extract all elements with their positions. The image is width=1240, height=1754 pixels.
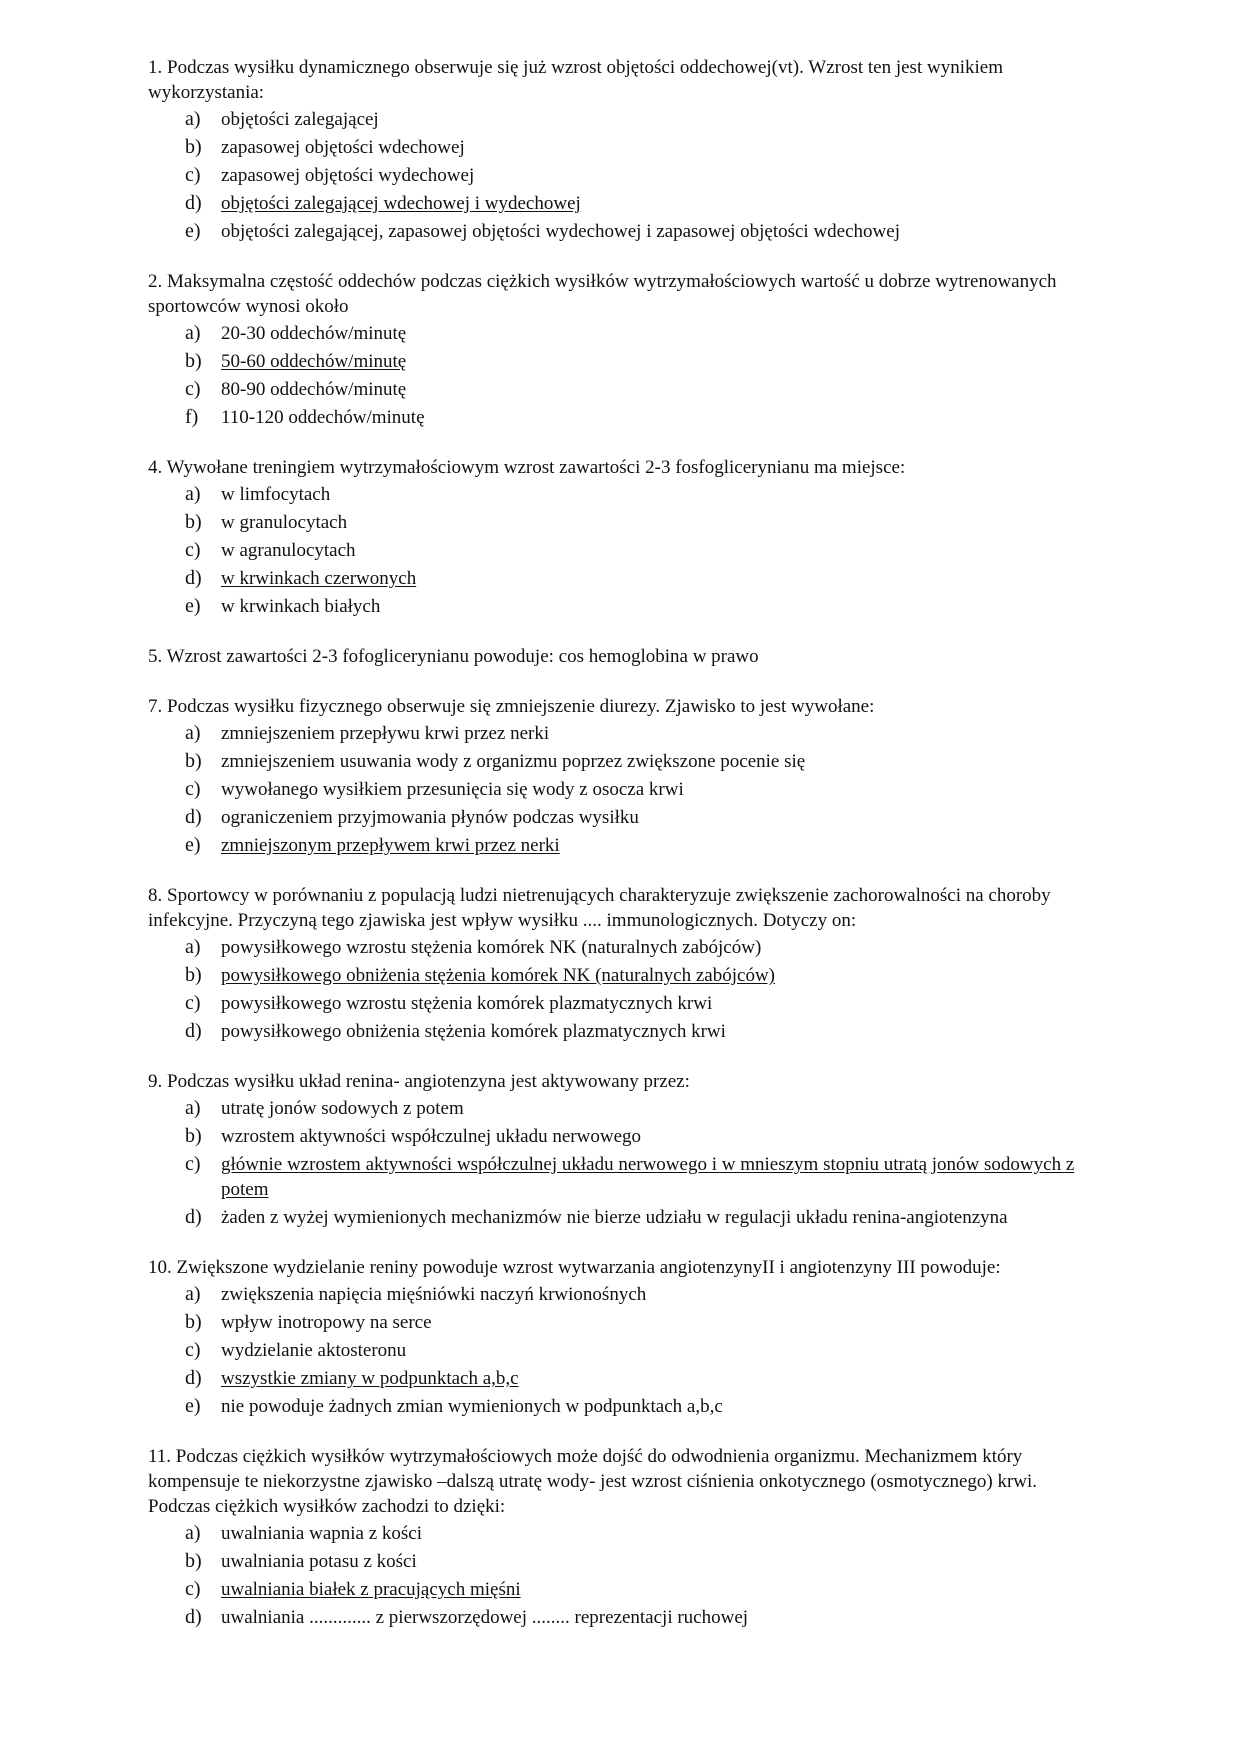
answer-option <box>185 721 1098 746</box>
answer-option <box>185 377 1098 402</box>
answer-option <box>185 163 1098 188</box>
answer-options <box>148 482 1098 619</box>
answer-option <box>185 777 1098 802</box>
answer-option <box>185 107 1098 132</box>
answer-options <box>148 1096 1098 1230</box>
answer-option <box>185 935 1098 960</box>
answer-option <box>185 405 1098 430</box>
answer-option <box>185 805 1098 830</box>
option-letter: b) <box>185 1550 202 1572</box>
option-text: zapasowej objętości wydechowej <box>221 165 475 186</box>
answer-option <box>185 749 1098 774</box>
answer-option <box>185 1310 1098 1335</box>
option-text: wydzielanie aktosteronu <box>221 1340 407 1361</box>
option-letter: b) <box>185 964 202 986</box>
answer-option <box>185 1019 1098 1044</box>
answer-options <box>148 935 1098 1044</box>
option-text: uwalniania wapnia z kości <box>221 1523 423 1544</box>
answer-option-correct <box>185 1577 1098 1602</box>
answer-option <box>185 1282 1098 1307</box>
answer-option <box>185 1394 1098 1419</box>
question-block <box>148 1444 1098 1630</box>
question-stem: 1. Podczas wysiłku dynamicznego obserwuje się już wzrost objętości oddechowej(vt). Wzrost ten jest wynikiem wykorzystania: <box>148 57 1003 103</box>
option-text: nie powoduje żadnych zmian wymienionych w podpunktach a,b,c <box>221 1396 723 1417</box>
answer-option-correct <box>185 566 1098 591</box>
option-letter: d) <box>185 1367 202 1389</box>
option-text: objętości zalegającej <box>221 109 379 130</box>
option-text: w limfocytach <box>221 484 331 505</box>
option-letter: a) <box>185 322 201 344</box>
answer-option <box>185 1205 1098 1230</box>
option-text: zmniejszeniem usuwania wody z organizmu poprzez zwiększone pocenie się <box>221 751 806 772</box>
option-text: powysiłkowego obniżenia stężenia komórek plazmatycznych krwi <box>221 1021 726 1042</box>
option-text: powysiłkowego wzrostu stężenia komórek NK (naturalnych zabójców) <box>221 937 762 958</box>
question-block <box>148 1255 1098 1419</box>
answer-option <box>185 1096 1098 1121</box>
option-text: wywołanego wysiłkiem przesunięcia się wody z osocza krwi <box>221 779 684 800</box>
question-stem: 5. Wzrost zawartości 2-3 fofoglicerynianu powoduje: cos hemoglobina w prawo <box>148 646 759 667</box>
option-text: zmniejszeniem przepływu krwi przez nerki <box>221 723 550 744</box>
answer-option-correct <box>185 833 1098 858</box>
option-letter: a) <box>185 108 201 130</box>
option-letter: d) <box>185 1020 202 1042</box>
answer-options <box>148 321 1098 430</box>
option-letter: b) <box>185 750 202 772</box>
option-text: wszystkie zmiany w podpunktach a,b,c <box>221 1368 519 1389</box>
option-letter: b) <box>185 511 202 533</box>
option-text: powysiłkowego wzrostu stężenia komórek plazmatycznych krwi <box>221 993 713 1014</box>
question-block <box>148 883 1098 1044</box>
answer-option <box>185 594 1098 619</box>
answer-option <box>185 510 1098 535</box>
answer-options <box>148 1521 1098 1630</box>
answer-options <box>148 1282 1098 1419</box>
option-text: 20-30 oddechów/minutę <box>221 323 407 344</box>
option-letter: c) <box>185 539 201 561</box>
option-letter: c) <box>185 378 201 400</box>
option-text: w granulocytach <box>221 512 348 533</box>
question-stem: 10. Zwiększone wydzielanie reniny powoduje wzrost wytwarzania angiotenzynyII i angiotenzyny III powoduje: <box>148 1257 1001 1278</box>
option-text: objętości zalegającej wdechowej i wydechowej <box>221 193 581 214</box>
option-text: utratę jonów sodowych z potem <box>221 1098 464 1119</box>
option-letter: c) <box>185 164 201 186</box>
answer-option-correct <box>185 1152 1098 1202</box>
option-letter: a) <box>185 936 201 958</box>
answer-option <box>185 321 1098 346</box>
option-text: zapasowej objętości wdechowej <box>221 137 465 158</box>
option-text: objętości zalegającej, zapasowej objętości wydechowej i zapasowej objętości wdechowej <box>221 221 900 242</box>
option-letter: b) <box>185 350 202 372</box>
answer-option <box>185 1338 1098 1363</box>
option-letter: d) <box>185 192 202 214</box>
question-block <box>148 55 1098 244</box>
answer-options <box>148 721 1098 858</box>
option-letter: d) <box>185 1206 202 1228</box>
answer-option-correct <box>185 1366 1098 1391</box>
answer-option <box>185 991 1098 1016</box>
question-block <box>148 269 1098 430</box>
option-text: uwalniania białek z pracujących mięśni <box>221 1579 521 1600</box>
answer-option <box>185 538 1098 563</box>
answer-option-correct <box>185 191 1098 216</box>
answer-option <box>185 1124 1098 1149</box>
question-block <box>148 1069 1098 1230</box>
option-letter: c) <box>185 1339 201 1361</box>
answer-option-correct <box>185 349 1098 374</box>
question-stem: 9. Podczas wysiłku układ renina- angiotenzyna jest aktywowany przez: <box>148 1071 690 1092</box>
question-block <box>148 694 1098 858</box>
answer-option <box>185 1549 1098 1574</box>
question-block <box>148 644 1098 669</box>
answer-option <box>185 219 1098 244</box>
option-letter: c) <box>185 1578 201 1600</box>
option-text: zwiększenia napięcia mięśniówki naczyń krwionośnych <box>221 1284 647 1305</box>
option-text: 80-90 oddechów/minutę <box>221 379 407 400</box>
option-letter: e) <box>185 1395 201 1417</box>
option-letter: c) <box>185 1153 201 1175</box>
question-stem: 7. Podczas wysiłku fizycznego obserwuje się zmniejszenie diurezy. Zjawisko to jest wywołane: <box>148 696 875 717</box>
question-block <box>148 455 1098 619</box>
option-letter: c) <box>185 778 201 800</box>
answer-option <box>185 1521 1098 1546</box>
option-text: uwalniania potasu z kości <box>221 1551 417 1572</box>
question-stem: 8. Sportowcy w porównaniu z populacją ludzi nietrenujących charakteryzuje zwiększenie zachorowalności na choroby infekcyjne. Przyczyną tego zjawiska jest wpływ wysiłku .... immunologicznych. Dotyczy on: <box>148 885 1051 931</box>
option-text: głównie wzrostem aktywności współczulnej układu nerwowego i w mnieszym stopniu utratą jonów sodowych z potem <box>221 1154 1075 1200</box>
option-text: 50-60 oddechów/minutę <box>221 351 407 372</box>
option-letter: a) <box>185 483 201 505</box>
option-letter: b) <box>185 1125 202 1147</box>
option-text: żaden z wyżej wymienionych mechanizmów nie bierze udziału w regulacji układu renina-angiotenzyna <box>221 1207 1008 1228</box>
option-letter: c) <box>185 992 201 1014</box>
option-letter: a) <box>185 722 201 744</box>
document-body <box>148 55 1098 1655</box>
option-letter: d) <box>185 1606 202 1628</box>
option-letter: d) <box>185 567 202 589</box>
answer-option <box>185 482 1098 507</box>
option-letter: b) <box>185 136 202 158</box>
option-letter: e) <box>185 834 201 856</box>
answer-options <box>148 107 1098 244</box>
option-letter: d) <box>185 806 202 828</box>
option-text: ograniczeniem przyjmowania płynów podczas wysiłku <box>221 807 639 828</box>
option-letter: e) <box>185 595 201 617</box>
option-text: wpływ inotropowy na serce <box>221 1312 432 1333</box>
answer-option <box>185 135 1098 160</box>
option-letter: a) <box>185 1283 201 1305</box>
option-text: powysiłkowego obniżenia stężenia komórek NK (naturalnych zabójców) <box>221 965 775 986</box>
question-stem: 2. Maksymalna częstość oddechów podczas ciężkich wysiłków wytrzymałościowych wartość u dobrze wytrenowanych sportowców wynosi około <box>148 271 1057 317</box>
option-letter: f) <box>185 406 199 428</box>
question-stem: 11. Podczas ciężkich wysiłków wytrzymałościowych może dojść do odwodnienia organizmu. Mechanizmem który kompensuje te niekorzystne zjawisko –dalszą utratę wody- jest wzrost ciśnienia onkotycznego (osmotycznego) krwi. Podczas ciężkich wysiłków zachodzi to dzięki: <box>148 1446 1038 1517</box>
option-letter: a) <box>185 1097 201 1119</box>
option-text: wzrostem aktywności współczulnej układu nerwowego <box>221 1126 642 1147</box>
option-letter: e) <box>185 220 201 242</box>
option-letter: b) <box>185 1311 202 1333</box>
option-text: w agranulocytach <box>221 540 356 561</box>
answer-option-correct <box>185 963 1098 988</box>
option-letter: a) <box>185 1522 201 1544</box>
question-stem: 4. Wywołane treningiem wytrzymałościowym wzrost zawartości 2-3 fosfoglicerynianu ma miejsce: <box>148 457 906 478</box>
option-text: w krwinkach białych <box>221 596 381 617</box>
option-text: uwalniania ............. z pierwszorzędowej ........ reprezentacji ruchowej <box>221 1607 749 1628</box>
option-text: 110-120 oddechów/minutę <box>221 407 425 428</box>
option-text: zmniejszonym przepływem krwi przez nerki <box>221 835 560 856</box>
option-text: w krwinkach czerwonych <box>221 568 417 589</box>
answer-option <box>185 1605 1098 1630</box>
